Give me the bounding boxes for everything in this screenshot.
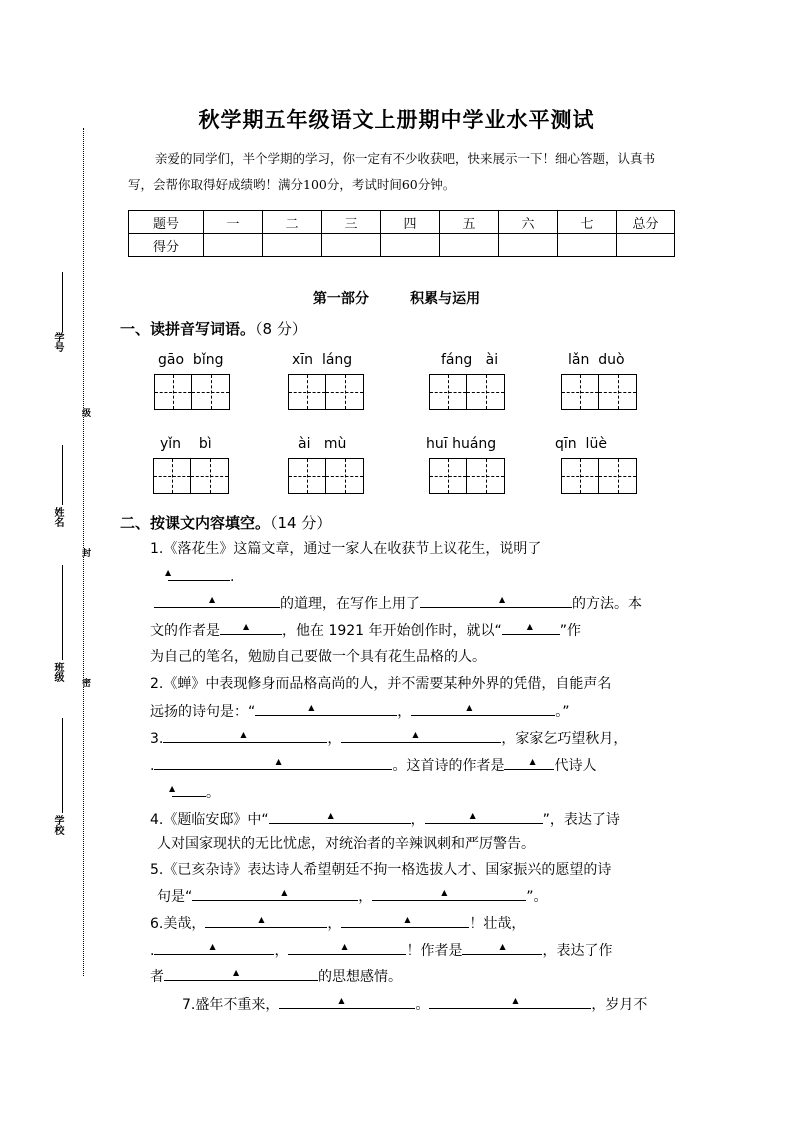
pinyin-text: huī huáng — [426, 436, 497, 452]
score-header-cell: 一 — [204, 211, 263, 234]
pinyin-text: xīn láng — [292, 352, 353, 368]
q6-text: ， — [327, 916, 342, 932]
q6-text: ，表达了作 — [542, 943, 613, 959]
q1-text: 1.《落花生》这篇文章，通过一家人在收获节上议花生，说明了 — [150, 541, 542, 557]
fill-blank[interactable]: ▲ — [407, 913, 469, 928]
q6-text: ！壮哉， — [469, 916, 526, 932]
q4-line — [157, 834, 682, 854]
q2-line — [150, 701, 675, 722]
fill-blank[interactable]: ▲ — [341, 994, 415, 1009]
q1-line — [150, 593, 675, 614]
q7-text: ，岁月不 — [591, 997, 648, 1013]
q1-text: 为自己的笔名，勉励自己要做一个具有花生品格的人。 — [150, 649, 486, 665]
q5-text: 句是“ — [157, 889, 193, 905]
fill-blank[interactable] — [288, 940, 344, 955]
q6-line — [150, 966, 675, 987]
q3-line — [150, 755, 675, 776]
tianzige-box[interactable] — [561, 458, 599, 494]
section1-title: 一、读拼音写词语。 — [120, 320, 256, 338]
q1-line — [150, 647, 675, 667]
fill-blank[interactable] — [411, 701, 469, 716]
fill-blank[interactable]: ▲ — [243, 728, 327, 743]
grade-char: 级 — [80, 408, 90, 417]
tianzige-box[interactable] — [153, 458, 191, 494]
fill-blank[interactable]: ▲ — [473, 809, 543, 824]
fill-blank[interactable] — [420, 593, 502, 608]
score-cell[interactable] — [558, 234, 617, 257]
score-cell[interactable] — [440, 234, 499, 257]
tianzige-box[interactable] — [191, 458, 229, 494]
score-header-cell: 二 — [263, 211, 322, 234]
q6-line — [150, 913, 675, 934]
q4-text: 4.《题临安邸》中“ — [150, 812, 269, 828]
fill-blank[interactable]: ▲ — [502, 940, 542, 955]
page-title: 秋学期五年级语文上册期中学业水平测试 — [198, 108, 595, 132]
tianzige-box[interactable] — [154, 374, 192, 410]
q4-text: ， — [410, 812, 425, 828]
pinyin-text: yǐn bì — [160, 436, 212, 452]
school-label: 学校 — [52, 815, 63, 835]
tianzige-box[interactable] — [288, 458, 326, 494]
class-blank[interactable] — [62, 565, 63, 660]
score-cell[interactable] — [322, 234, 381, 257]
fill-blank[interactable] — [154, 940, 212, 955]
part-label: 第一部分 — [312, 291, 369, 307]
tianzige-box[interactable] — [288, 374, 326, 410]
fill-blank[interactable] — [341, 728, 415, 743]
fill-blank[interactable]: ▲ — [444, 886, 526, 901]
score-table-score-row — [129, 234, 675, 257]
fill-blank[interactable]: ▲ — [212, 593, 280, 608]
fill-blank[interactable]: ▲ — [515, 994, 591, 1009]
q1-line — [150, 539, 675, 559]
school-blank[interactable] — [62, 718, 63, 813]
fill-blank[interactable]: ▲ — [168, 566, 230, 581]
fill-blank[interactable]: ▲ — [278, 755, 392, 770]
fill-blank[interactable] — [279, 994, 341, 1009]
q5-line — [150, 860, 675, 880]
fill-blank[interactable] — [372, 886, 444, 901]
q7-line — [182, 994, 677, 1015]
fill-blank[interactable] — [269, 809, 331, 824]
q2-text: 。” — [555, 704, 570, 720]
q3-text: 。这首诗的作者是 — [392, 758, 505, 774]
fill-blank[interactable] — [341, 913, 407, 928]
section2-heading — [120, 512, 331, 533]
pinyin-item — [441, 352, 505, 410]
score-header-cell: 五 — [440, 211, 499, 234]
tianzige-box[interactable] — [192, 374, 230, 410]
q4-line — [150, 809, 675, 830]
tianzige-box[interactable] — [599, 374, 637, 410]
q1-text: 的道理，在写作上用了 — [280, 596, 420, 612]
fill-blank[interactable]: ▲ — [261, 913, 327, 928]
fill-blank[interactable]: ▲ — [331, 809, 411, 824]
fill-blank[interactable]: ▲ — [502, 593, 572, 608]
q3-text: ，家家乞巧望秋月， — [501, 731, 628, 747]
fill-blank[interactable]: ▲ — [532, 755, 554, 770]
score-cell[interactable] — [263, 234, 322, 257]
score-cell[interactable] — [617, 234, 675, 257]
fill-blank[interactable]: ▲ — [344, 940, 406, 955]
intro-text: 亲爱的同学们，半个学期的学习，你一定有不少收获吧，快来展示一下！细心答题，认真书写，会帮你取得好成绩哟！满分100分，考试时间60分钟。 — [128, 151, 656, 192]
q1-text: ，他在 1921 年开始创作时，就以“ — [282, 623, 502, 639]
tianzige-box[interactable] — [429, 458, 467, 494]
part-heading — [0, 288, 793, 308]
student-id-label: 学号 — [52, 332, 63, 352]
pinyin-item — [292, 352, 364, 410]
pinyin-item — [568, 352, 637, 410]
fill-blank[interactable] — [504, 755, 532, 770]
q3-text: ， — [327, 731, 342, 747]
fill-blank[interactable] — [154, 593, 212, 608]
score-header-cell: 四 — [381, 211, 440, 234]
q4-text: 人对国家现状的无比忧虑，对统治者的辛辣讽刺和严厉警告。 — [157, 836, 535, 852]
q1-text: ”作 — [559, 623, 582, 639]
q2-text: 远扬的诗句是：“ — [150, 704, 256, 720]
fill-blank[interactable] — [425, 809, 473, 824]
q1-text: 文的作者是 — [150, 623, 220, 639]
q3-text: 。 — [206, 785, 220, 801]
q5-text: ”。 — [526, 889, 548, 905]
pinyin-text: qīn lüè — [555, 436, 607, 452]
score-header-cell: 七 — [558, 211, 617, 234]
q6-text: 的思想感情。 — [318, 969, 402, 985]
pinyin-item — [555, 436, 637, 494]
name-blank[interactable] — [62, 445, 63, 505]
q6-text: ！作者是 — [406, 943, 463, 959]
section1-points: （8 分） — [255, 320, 307, 338]
q6-text: . — [150, 943, 155, 959]
pinyin-text: ài mù — [298, 436, 347, 452]
q1-text: . — [230, 569, 235, 585]
name-label: 姓名 — [52, 507, 63, 527]
fill-blank[interactable] — [163, 728, 243, 743]
q7-text: 。 — [415, 997, 430, 1013]
q3-text: 3. — [150, 731, 164, 747]
pinyin-item — [160, 436, 229, 494]
fill-blank[interactable] — [429, 994, 515, 1009]
q1-line — [150, 620, 675, 641]
tianzige-box[interactable] — [561, 374, 599, 410]
q3-text: 代诗人 — [554, 758, 597, 774]
fill-blank[interactable] — [255, 701, 311, 716]
q2-text: 2.《蝉》中表现修身而品格高尚的人，并不需要某种外界的凭借，自能声名 — [150, 676, 612, 692]
tianzige-box[interactable] — [326, 374, 364, 410]
fill-blank[interactable]: ▲ — [469, 701, 555, 716]
q3-line — [150, 782, 675, 803]
q2-text: ， — [397, 704, 412, 720]
q3-text: . — [150, 758, 155, 774]
fill-blank[interactable]: ▲ — [212, 940, 274, 955]
pinyin-item — [158, 352, 230, 410]
score-cell[interactable] — [499, 234, 558, 257]
section1-heading — [120, 318, 307, 339]
pinyin-text: lǎn duò — [568, 352, 625, 368]
section2-title: 二、按课文内容填空。 — [120, 514, 271, 532]
tianzige-box[interactable] — [429, 374, 467, 410]
score-table — [128, 210, 675, 257]
q1-text: 的方法。本 — [572, 596, 642, 612]
fill-blank[interactable]: ▲ — [530, 620, 560, 635]
pinyin-item — [426, 436, 505, 494]
q6-text: 者 — [150, 969, 164, 985]
pinyin-item — [298, 436, 364, 494]
fill-blank[interactable]: ▲ — [415, 728, 501, 743]
seal-char: 封 — [80, 548, 90, 557]
tianzige-box[interactable] — [326, 458, 364, 494]
fill-blank[interactable]: ▲ — [246, 620, 282, 635]
section2-points: （14 分） — [270, 514, 332, 532]
score-header-cell: 题号 — [129, 211, 204, 234]
score-cell[interactable] — [204, 234, 263, 257]
score-header-cell: 总分 — [617, 211, 675, 234]
fill-blank[interactable] — [502, 620, 530, 635]
fill-blank[interactable]: ▲ — [236, 966, 318, 981]
fill-blank[interactable]: ▲ — [311, 701, 397, 716]
pinyin-text: fáng ài — [441, 352, 499, 368]
fill-blank[interactable] — [154, 755, 278, 770]
class-label: 班级 — [52, 662, 63, 682]
q5-text: ， — [358, 889, 373, 905]
tianzige-box[interactable] — [599, 458, 637, 494]
score-row-label: 得分 — [129, 234, 204, 257]
fill-blank[interactable]: ▲ — [172, 782, 206, 797]
score-cell[interactable] — [381, 234, 440, 257]
part-subtitle: 积累与运用 — [410, 291, 481, 307]
tianzige-box[interactable] — [467, 458, 505, 494]
q4-text: ”，表达了诗 — [542, 812, 620, 828]
q7-text: 7.盛年不重来， — [182, 997, 280, 1013]
fill-blank[interactable] — [462, 940, 502, 955]
score-header-cell: 三 — [322, 211, 381, 234]
q3-line — [150, 728, 675, 749]
tianzige-box[interactable] — [467, 374, 505, 410]
q5-text: 5.《已亥杂诗》表达诗人希望朝廷不拘一格选拔人才、国家振兴的愿望的诗 — [150, 862, 612, 878]
fill-blank[interactable] — [164, 966, 236, 981]
score-header-cell: 六 — [499, 211, 558, 234]
q6-text: ， — [274, 943, 289, 959]
pinyin-text: gāo bǐng — [158, 352, 224, 368]
q5-line — [157, 886, 682, 907]
fill-blank[interactable] — [205, 913, 261, 928]
score-table-header-row — [129, 211, 675, 234]
q2-line — [150, 674, 675, 694]
close-char: 密 — [80, 678, 90, 687]
q1-line — [150, 566, 675, 587]
q6-line — [150, 940, 675, 961]
q6-text: 6.美哉， — [150, 916, 206, 932]
fill-blank[interactable] — [192, 886, 284, 901]
fill-blank[interactable]: ▲ — [284, 886, 358, 901]
